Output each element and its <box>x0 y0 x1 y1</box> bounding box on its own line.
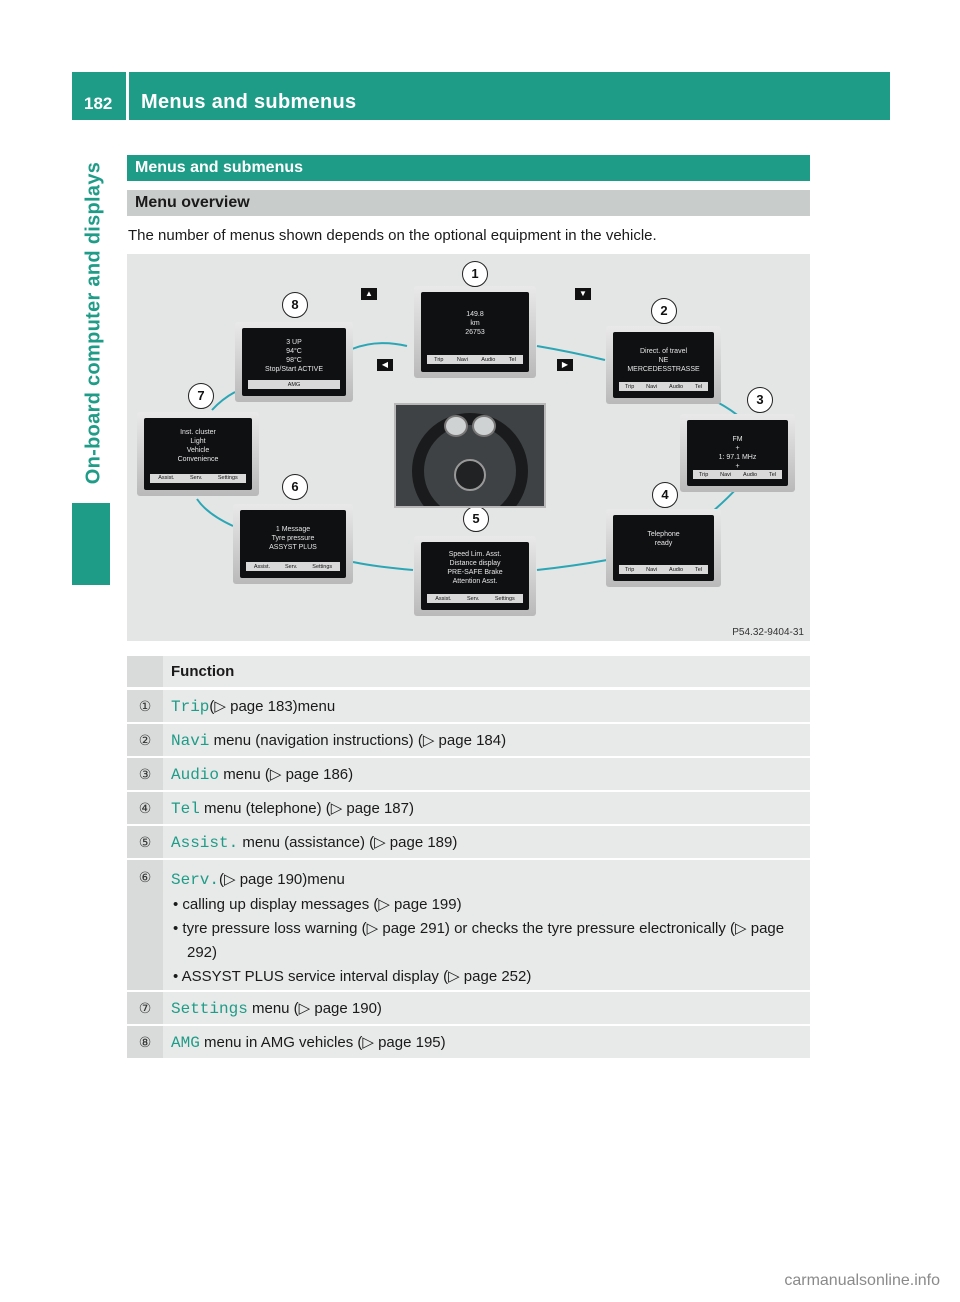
display-amg: 3 UP 94°C 98°C Stop/Start ACTIVE AMG <box>235 322 353 402</box>
right-arrow-icon: ▶ <box>557 359 573 371</box>
callout-1: 1 <box>462 261 488 287</box>
watermark: carmanualsonline.info <box>784 1272 940 1289</box>
table-header <box>127 656 810 687</box>
side-tab-label: On-board computer and displays <box>82 161 105 484</box>
display-tel: Telephone ready Trip Navi Audio Tel <box>606 509 721 587</box>
table-row: ② Navi menu (navigation instructions) (▷ page 184) <box>127 724 810 756</box>
callout-6: 6 <box>282 474 308 500</box>
display-serv: 1 Message Tyre pressure ASSYST PLUS Assist. Serv. Settings <box>233 504 353 584</box>
menu-overview-figure <box>127 254 810 641</box>
header-title: Menus and submenus <box>141 91 357 113</box>
figure-code: P54.32-9404-31 <box>732 627 804 638</box>
menu-name: Settings <box>171 1000 248 1018</box>
display-audio: FM + 1: 97.1 MHz + Trip Navi Audio Tel <box>680 414 795 492</box>
subsection-title: Menu overview <box>127 190 810 216</box>
table-row: ③ Audio menu (▷ page 186) <box>127 758 810 790</box>
menu-name: AMG <box>171 1034 200 1052</box>
table-row: ⑤ Assist. menu (assistance) (▷ page 189) <box>127 826 810 858</box>
callout-3: 3 <box>747 387 773 413</box>
side-tab <box>79 150 109 495</box>
intro-paragraph: The number of menus shown depends on the optional equipment in the vehicle. <box>128 227 657 244</box>
callout-5: 5 <box>463 506 489 532</box>
menu-name: Serv. <box>171 871 220 889</box>
steering-wheel-image <box>394 403 546 508</box>
page-number: 182 <box>84 94 113 113</box>
table-header-label: Function <box>171 663 235 680</box>
menu-name: Audio <box>171 766 220 784</box>
up-arrow-icon: ▲ <box>361 288 377 300</box>
callout-4: 4 <box>652 482 678 508</box>
display-settings: Inst. cluster Light Vehicle Convenience Assist. Serv. Settings <box>137 412 259 496</box>
display-navi: Direct. of travel NE MERCEDESSTRASSE Trip Navi Audio Tel <box>606 326 721 404</box>
menu-name: Assist. <box>171 834 239 852</box>
menu-name: Trip <box>171 698 210 716</box>
menu-name: Tel <box>171 800 200 818</box>
table-row: ⑧ AMG menu in AMG vehicles (▷ page 195) <box>127 1026 810 1058</box>
callout-2: 2 <box>651 298 677 324</box>
callout-7: 7 <box>188 383 214 409</box>
display-trip: 149.8 km 26753 Trip Navi Audio Tel <box>414 286 536 378</box>
table-row: ⑥ Serv.(▷ page 190)menu • calling up display messages (▷ page 199) • tyre pressure loss warning (▷ page 291) or checks the tyre pressure electronically (▷ page 292) • ASSYST PLUS service interval display (▷ page 252) <box>127 860 810 990</box>
side-tab-block <box>72 503 110 585</box>
callout-8: 8 <box>282 292 308 318</box>
table-row: ④ Tel menu (telephone) (▷ page 187) <box>127 792 810 824</box>
left-arrow-icon: ◀ <box>377 359 393 371</box>
table-row: ⑦ Settings menu (▷ page 190) <box>127 992 810 1024</box>
display-assist: Speed Lim. Asst. Distance display PRE-SAFE Brake Attention Asst. Assist. Serv. Settings <box>414 536 536 616</box>
header-divider <box>126 72 129 120</box>
section-title: Menus and submenus <box>127 155 810 181</box>
table-row: ① Trip(▷ page 183)menu <box>127 690 810 722</box>
menu-name: Navi <box>171 732 210 750</box>
down-arrow-icon: ▼ <box>575 288 591 300</box>
